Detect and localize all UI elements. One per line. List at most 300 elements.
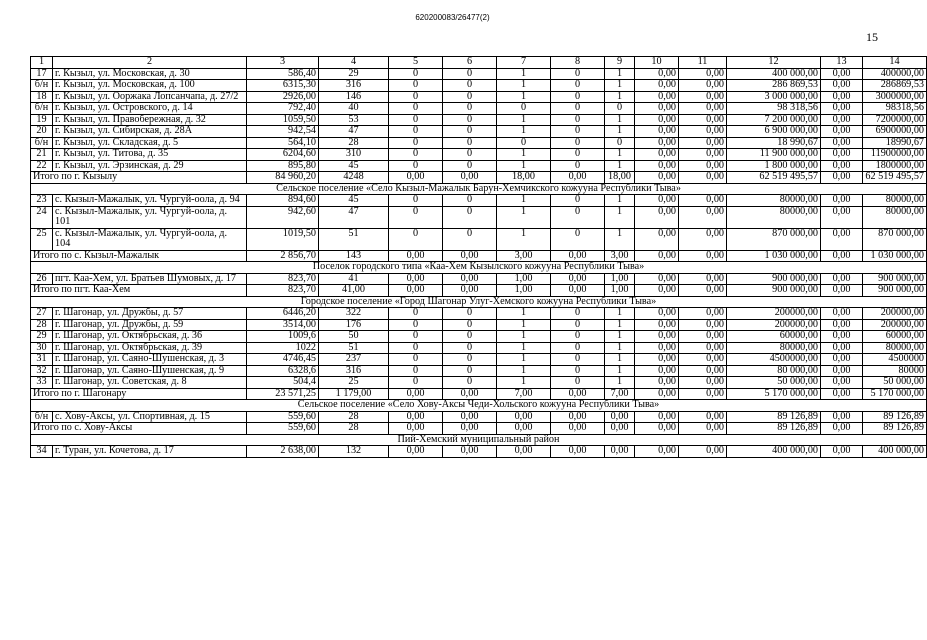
table-cell: 1 [605, 206, 635, 228]
table-row [31, 68, 927, 80]
table-cell: 310 [319, 149, 389, 161]
table-cell: 0,00 [679, 91, 727, 103]
table-cell: 400 000,00 [727, 446, 821, 458]
table-cell: 0 [389, 91, 443, 103]
table-cell: 0 [551, 206, 605, 228]
table-cell: 0,00 [635, 160, 679, 172]
table-cell: 0,00 [389, 446, 443, 458]
table-cell: г. Шагонар, ул. Советская, д. 8 [53, 377, 247, 389]
table-cell: 0,00 [821, 160, 863, 172]
table-cell: 29 [31, 331, 53, 343]
housing-table [30, 56, 927, 458]
table-cell: 7200000,00 [863, 114, 927, 126]
table-cell: 0 [389, 126, 443, 138]
table-cell: 586,40 [247, 68, 319, 80]
table-cell: 1 [605, 319, 635, 331]
table-cell: г. Шагонар, ул. Саяно-Шушенская, д. 3 [53, 354, 247, 366]
table-cell: 0,00 [497, 446, 551, 458]
table-row [31, 228, 927, 250]
table-cell: 1 [497, 342, 551, 354]
table-cell: 0,00 [635, 250, 679, 262]
table-cell: 0,00 [635, 149, 679, 161]
table-cell: 98 318,56 [727, 103, 821, 115]
section-row [31, 434, 927, 446]
table-cell: 0,00 [679, 354, 727, 366]
table-cell: 0 [551, 126, 605, 138]
table-row [31, 365, 927, 377]
table-cell: 0 [551, 160, 605, 172]
table-cell: 6328,6 [247, 365, 319, 377]
table-cell: 0,00 [635, 91, 679, 103]
table-cell: 200000,00 [863, 319, 927, 331]
table-cell: 0,00 [635, 137, 679, 149]
table-cell: 0,00 [635, 68, 679, 80]
table-cell: 1 [605, 377, 635, 389]
table-cell: 0,00 [443, 273, 497, 285]
table-cell: с. Хову-Аксы, ул. Спортивная, д. 15 [53, 411, 247, 423]
table-cell: 559,60 [247, 411, 319, 423]
table-cell: 1 [605, 68, 635, 80]
table-cell: 1 [497, 319, 551, 331]
table-row [31, 308, 927, 320]
table-cell: 1 [497, 206, 551, 228]
table-cell: 1 [605, 195, 635, 207]
table-cell: 0 [443, 126, 497, 138]
section-title: Сельское поселение «Село Кызыл-Мажалык Барун-Хемчикского кожууна Республики Тыва» [31, 183, 927, 195]
total-label: Итого по г. Кызылу [31, 172, 247, 184]
table-cell: 1 [497, 80, 551, 92]
table-cell: г. Кызыл, ул. Сибирская, д. 28А [53, 126, 247, 138]
table-cell: 0,00 [679, 308, 727, 320]
table-cell: 400 000,00 [863, 446, 927, 458]
table-cell: 0,00 [635, 195, 679, 207]
total-label: Итого по пгт. Каа-Хем [31, 285, 247, 297]
table-cell: 0 [443, 137, 497, 149]
table-cell: 0,00 [443, 285, 497, 297]
table-cell: 0 [389, 354, 443, 366]
table-cell: 0,00 [679, 377, 727, 389]
table-cell: 4500000,00 [727, 354, 821, 366]
table-cell: 0 [443, 308, 497, 320]
table-row [31, 206, 927, 228]
table-row [31, 319, 927, 331]
table-cell: 28 [31, 319, 53, 331]
table-cell: 89 126,89 [863, 411, 927, 423]
table-cell: 0,00 [679, 423, 727, 435]
table-cell: 1,00 [497, 273, 551, 285]
table-cell: 0,00 [389, 423, 443, 435]
table-cell: 18 [31, 91, 53, 103]
table-cell: 0,00 [635, 354, 679, 366]
column-header: 11 [679, 57, 727, 69]
header-row [31, 57, 927, 69]
table-cell: 89 126,89 [863, 423, 927, 435]
table-cell: 1022 [247, 342, 319, 354]
table-row [31, 114, 927, 126]
table-cell: 1 [497, 195, 551, 207]
table-cell: 942,60 [247, 206, 319, 228]
table-cell: 0,00 [821, 114, 863, 126]
table-cell: 98318,56 [863, 103, 927, 115]
column-header: 5 [389, 57, 443, 69]
table-cell: 0 [443, 80, 497, 92]
table-cell: 0 [551, 331, 605, 343]
table-cell: 0,00 [443, 388, 497, 400]
table-cell: 0,00 [605, 446, 635, 458]
table-cell: 1 [497, 68, 551, 80]
table-cell: 0 [443, 319, 497, 331]
table-cell: 1 [497, 377, 551, 389]
table-cell: 50 000,00 [727, 377, 821, 389]
table-row [31, 331, 927, 343]
table-cell: 23 [31, 195, 53, 207]
table-cell: 0,00 [679, 126, 727, 138]
table-cell: 1,00 [497, 285, 551, 297]
table-cell: 200000,00 [727, 308, 821, 320]
table-cell: 0 [551, 68, 605, 80]
table-cell: 0,00 [679, 68, 727, 80]
table-cell: 2926,00 [247, 91, 319, 103]
table-cell: 7 200 000,00 [727, 114, 821, 126]
table-cell: 0,00 [635, 273, 679, 285]
table-cell: 29 [319, 68, 389, 80]
table-body [31, 57, 927, 458]
table-cell: 80000,00 [727, 206, 821, 228]
table-cell: 0,00 [551, 446, 605, 458]
table-cell: 0,00 [635, 126, 679, 138]
table-cell: 0 [443, 354, 497, 366]
table-cell: 0 [389, 68, 443, 80]
table-cell: 0,00 [679, 103, 727, 115]
section-row [31, 400, 927, 412]
table-cell: 6900000,00 [863, 126, 927, 138]
table-cell: 1 [497, 365, 551, 377]
table-cell: пгт. Каа-Хем, ул. Братьев Шумовых, д. 17 [53, 273, 247, 285]
table-cell: 33 [31, 377, 53, 389]
column-header: 2 [53, 57, 247, 69]
table-cell: 62 519 495,57 [863, 172, 927, 184]
table-cell: г. Шагонар, ул. Октябрьская, д. 36 [53, 331, 247, 343]
table-cell: 0,00 [389, 172, 443, 184]
table-cell: 6204,60 [247, 149, 319, 161]
table-cell: 0 [389, 319, 443, 331]
table-cell: 40 [319, 103, 389, 115]
section-row [31, 183, 927, 195]
column-header: 14 [863, 57, 927, 69]
table-cell: 31 [31, 354, 53, 366]
table-cell: б/н [31, 411, 53, 423]
table-cell: 0 [605, 103, 635, 115]
table-cell: 0,00 [821, 195, 863, 207]
table-cell: 900 000,00 [863, 273, 927, 285]
section-row [31, 262, 927, 274]
table-cell: 1 030 000,00 [863, 250, 927, 262]
table-cell: г. Шагонар, ул. Дружбы, д. 57 [53, 308, 247, 320]
table-cell: 0 [551, 149, 605, 161]
table-row [31, 342, 927, 354]
table-cell: 0,00 [679, 342, 727, 354]
table-cell: 19 [31, 114, 53, 126]
table-cell: 0,00 [443, 250, 497, 262]
table-cell: 0,00 [389, 250, 443, 262]
table-cell: 823,70 [247, 285, 319, 297]
table-cell: 0 [389, 160, 443, 172]
table-cell: 0,00 [679, 149, 727, 161]
table-cell: 17 [31, 68, 53, 80]
table-cell: 20 [31, 126, 53, 138]
table-cell: 0,00 [821, 342, 863, 354]
table-cell: 1 [497, 126, 551, 138]
table-cell: 894,60 [247, 195, 319, 207]
table-row [31, 160, 927, 172]
table-cell: 823,70 [247, 273, 319, 285]
table-cell: 0,00 [679, 273, 727, 285]
table-cell: 0,00 [821, 331, 863, 343]
table-cell: 0,00 [635, 285, 679, 297]
table-cell: 0,00 [443, 172, 497, 184]
table-cell: 895,80 [247, 160, 319, 172]
section-title: Пий-Хемский муниципальный район [31, 434, 927, 446]
table-cell: 900 000,00 [727, 273, 821, 285]
table-cell: 0,00 [679, 319, 727, 331]
table-cell: 0 [443, 228, 497, 250]
total-label: Итого по г. Шагонару [31, 388, 247, 400]
table-cell: 0,00 [679, 206, 727, 228]
table-cell: 0 [389, 137, 443, 149]
table-cell: 0,00 [635, 206, 679, 228]
table-cell: 146 [319, 91, 389, 103]
table-cell: 0 [443, 342, 497, 354]
table-cell: 80000,00 [863, 195, 927, 207]
table-cell: 0,00 [821, 250, 863, 262]
table-cell: 3514,00 [247, 319, 319, 331]
table-row [31, 273, 927, 285]
table-cell: 0,00 [679, 411, 727, 423]
table-cell: 0 [551, 365, 605, 377]
table-cell: г. Шагонар, ул. Саяно-Шушенская, д. 9 [53, 365, 247, 377]
table-cell: 0,00 [679, 195, 727, 207]
table-cell: 80 000,00 [727, 365, 821, 377]
table-cell: 32 [31, 365, 53, 377]
table-cell: 0 [497, 137, 551, 149]
table-cell: 0 [551, 228, 605, 250]
table-cell: 0 [389, 377, 443, 389]
table-cell: 0 [443, 195, 497, 207]
table-cell: 0 [389, 228, 443, 250]
table-cell: 0,00 [821, 172, 863, 184]
table-cell: 0,00 [635, 228, 679, 250]
table-cell: 28 [319, 137, 389, 149]
table-cell: 0,00 [551, 172, 605, 184]
document-id: 620200083/26477(2) [415, 13, 490, 22]
table-cell: 1 [497, 331, 551, 343]
table-cell: 80000,00 [863, 342, 927, 354]
table-cell: 0,00 [821, 411, 863, 423]
table-cell: 0,00 [821, 446, 863, 458]
table-cell: 25 [31, 228, 53, 250]
table-cell: 0,00 [635, 103, 679, 115]
table-cell: 0,00 [443, 411, 497, 423]
table-cell: 316 [319, 80, 389, 92]
table-cell: 22 [31, 160, 53, 172]
table-cell: б/н [31, 80, 53, 92]
table-row [31, 377, 927, 389]
table-cell: 51 [319, 342, 389, 354]
table-cell: 176 [319, 319, 389, 331]
table-cell: 0,00 [443, 446, 497, 458]
table-cell: 0 [389, 195, 443, 207]
table-cell: 870 000,00 [863, 228, 927, 250]
table-cell: 1800000,00 [863, 160, 927, 172]
table-cell: 0,00 [821, 285, 863, 297]
table-cell: 0 [443, 206, 497, 228]
table-cell: 0 [443, 68, 497, 80]
table-cell: 18,00 [497, 172, 551, 184]
table-cell: 0 [551, 308, 605, 320]
table-cell: 1 [605, 126, 635, 138]
table-cell: 6446,20 [247, 308, 319, 320]
column-header: 10 [635, 57, 679, 69]
table-cell: 870 000,00 [727, 228, 821, 250]
column-header: 6 [443, 57, 497, 69]
table-row [31, 354, 927, 366]
section-title: Городское поселение «Город Шагонар Улуг-Хемского кожууна Республики Тыва» [31, 296, 927, 308]
table-cell: 1 800 000,00 [727, 160, 821, 172]
table-cell: 0,00 [821, 68, 863, 80]
table-cell: 30 [31, 342, 53, 354]
table-cell: 53 [319, 114, 389, 126]
page-number: 15 [866, 30, 878, 44]
table-cell: 900 000,00 [727, 285, 821, 297]
table-row [31, 91, 927, 103]
table-cell: 0,00 [635, 388, 679, 400]
table-cell: 1 [497, 91, 551, 103]
table-cell: 200000,00 [863, 308, 927, 320]
table-cell: 51 [319, 228, 389, 250]
table-cell: 0 [551, 137, 605, 149]
table-cell: 0,00 [679, 285, 727, 297]
table-cell: с. Кызыл-Мажалык, ул. Чургуй-оола, д. 101 [53, 206, 247, 228]
table-cell: 62 519 495,57 [727, 172, 821, 184]
table-cell: 0,00 [821, 308, 863, 320]
table-cell: 0 [551, 114, 605, 126]
table-cell: 0 [443, 160, 497, 172]
table-cell: 11 900 000,00 [727, 149, 821, 161]
table-cell: 0,00 [821, 91, 863, 103]
table-cell: 286 869,53 [727, 80, 821, 92]
table-cell: 0,00 [821, 319, 863, 331]
table-cell: 0,00 [821, 228, 863, 250]
table-cell: 6 900 000,00 [727, 126, 821, 138]
table-cell: 1 [497, 308, 551, 320]
table-cell: 1 [497, 354, 551, 366]
table-cell: 0,00 [551, 423, 605, 435]
total-row [31, 423, 927, 435]
table-cell: г. Кызыл, ул. Московская, д. 100 [53, 80, 247, 92]
table-cell: 5 170 000,00 [727, 388, 821, 400]
column-header: 7 [497, 57, 551, 69]
table-cell: 41,00 [319, 285, 389, 297]
total-label: Итого по с. Кызыл-Мажалык [31, 250, 247, 262]
section-title: Сельское поселение «Село Хову-Аксы Чеди-Хольского кожууна Республики Тыва» [31, 400, 927, 412]
table-cell: 1 [605, 80, 635, 92]
table-cell: 1 [605, 160, 635, 172]
table-row [31, 126, 927, 138]
table-cell: 0 [605, 137, 635, 149]
table-cell: 316 [319, 365, 389, 377]
table-cell: 1 [605, 365, 635, 377]
table-cell: г. Шагонар, ул. Дружбы, д. 59 [53, 319, 247, 331]
table-cell: 34 [31, 446, 53, 458]
table-cell: г. Туран, ул. Кочетова, д. 17 [53, 446, 247, 458]
table-cell: 0 [551, 342, 605, 354]
table-cell: 0,00 [679, 137, 727, 149]
table-cell: 0,00 [821, 206, 863, 228]
table-cell: 1 [497, 114, 551, 126]
table-cell: 0,00 [679, 160, 727, 172]
table-cell: 900 000,00 [863, 285, 927, 297]
table-cell: 132 [319, 446, 389, 458]
table-cell: 4248 [319, 172, 389, 184]
table-cell: 237 [319, 354, 389, 366]
table-row [31, 137, 927, 149]
table-cell: г. Шагонар, ул. Октябрьская, д. 39 [53, 342, 247, 354]
table-cell: 4746,45 [247, 354, 319, 366]
table-cell: 1 [605, 228, 635, 250]
table-cell: б/н [31, 103, 53, 115]
table-cell: 0,00 [679, 365, 727, 377]
total-row [31, 250, 927, 262]
table-row [31, 149, 927, 161]
table-cell: 0 [551, 354, 605, 366]
table-cell: 0,00 [635, 172, 679, 184]
table-cell: 0 [389, 308, 443, 320]
table-cell: 27 [31, 308, 53, 320]
table-cell: 0,00 [821, 377, 863, 389]
table-cell: 0,00 [635, 319, 679, 331]
table-cell: г. Кызыл, ул. Московская, д. 30 [53, 68, 247, 80]
table-cell: 0,00 [679, 250, 727, 262]
total-row [31, 285, 927, 297]
table-cell: 0,00 [821, 365, 863, 377]
table-cell: 0,00 [497, 423, 551, 435]
total-row [31, 388, 927, 400]
table-cell: 0 [443, 365, 497, 377]
table-cell: 0,00 [635, 114, 679, 126]
column-header: 4 [319, 57, 389, 69]
table-cell: 0,00 [551, 250, 605, 262]
table-cell: 0,00 [389, 285, 443, 297]
table-cell: 50 [319, 331, 389, 343]
table-cell: 47 [319, 206, 389, 228]
table-cell: г. Кызыл, ул. Правобережная, д. 32 [53, 114, 247, 126]
table-cell: 11900000,00 [863, 149, 927, 161]
table-cell: 60000,00 [727, 331, 821, 343]
table-cell: 18,00 [605, 172, 635, 184]
table-cell: 41 [319, 273, 389, 285]
table-cell: 26 [31, 273, 53, 285]
table-cell: 0,00 [679, 172, 727, 184]
table-cell: 0 [551, 195, 605, 207]
table-cell: 89 126,89 [727, 423, 821, 435]
table-cell: 1 [605, 149, 635, 161]
table-cell: 0 [443, 103, 497, 115]
table-cell: 0,00 [821, 126, 863, 138]
table-cell: 1 [605, 354, 635, 366]
table-cell: 1009,6 [247, 331, 319, 343]
table-cell: 0,00 [443, 423, 497, 435]
table-cell: 1,00 [605, 273, 635, 285]
